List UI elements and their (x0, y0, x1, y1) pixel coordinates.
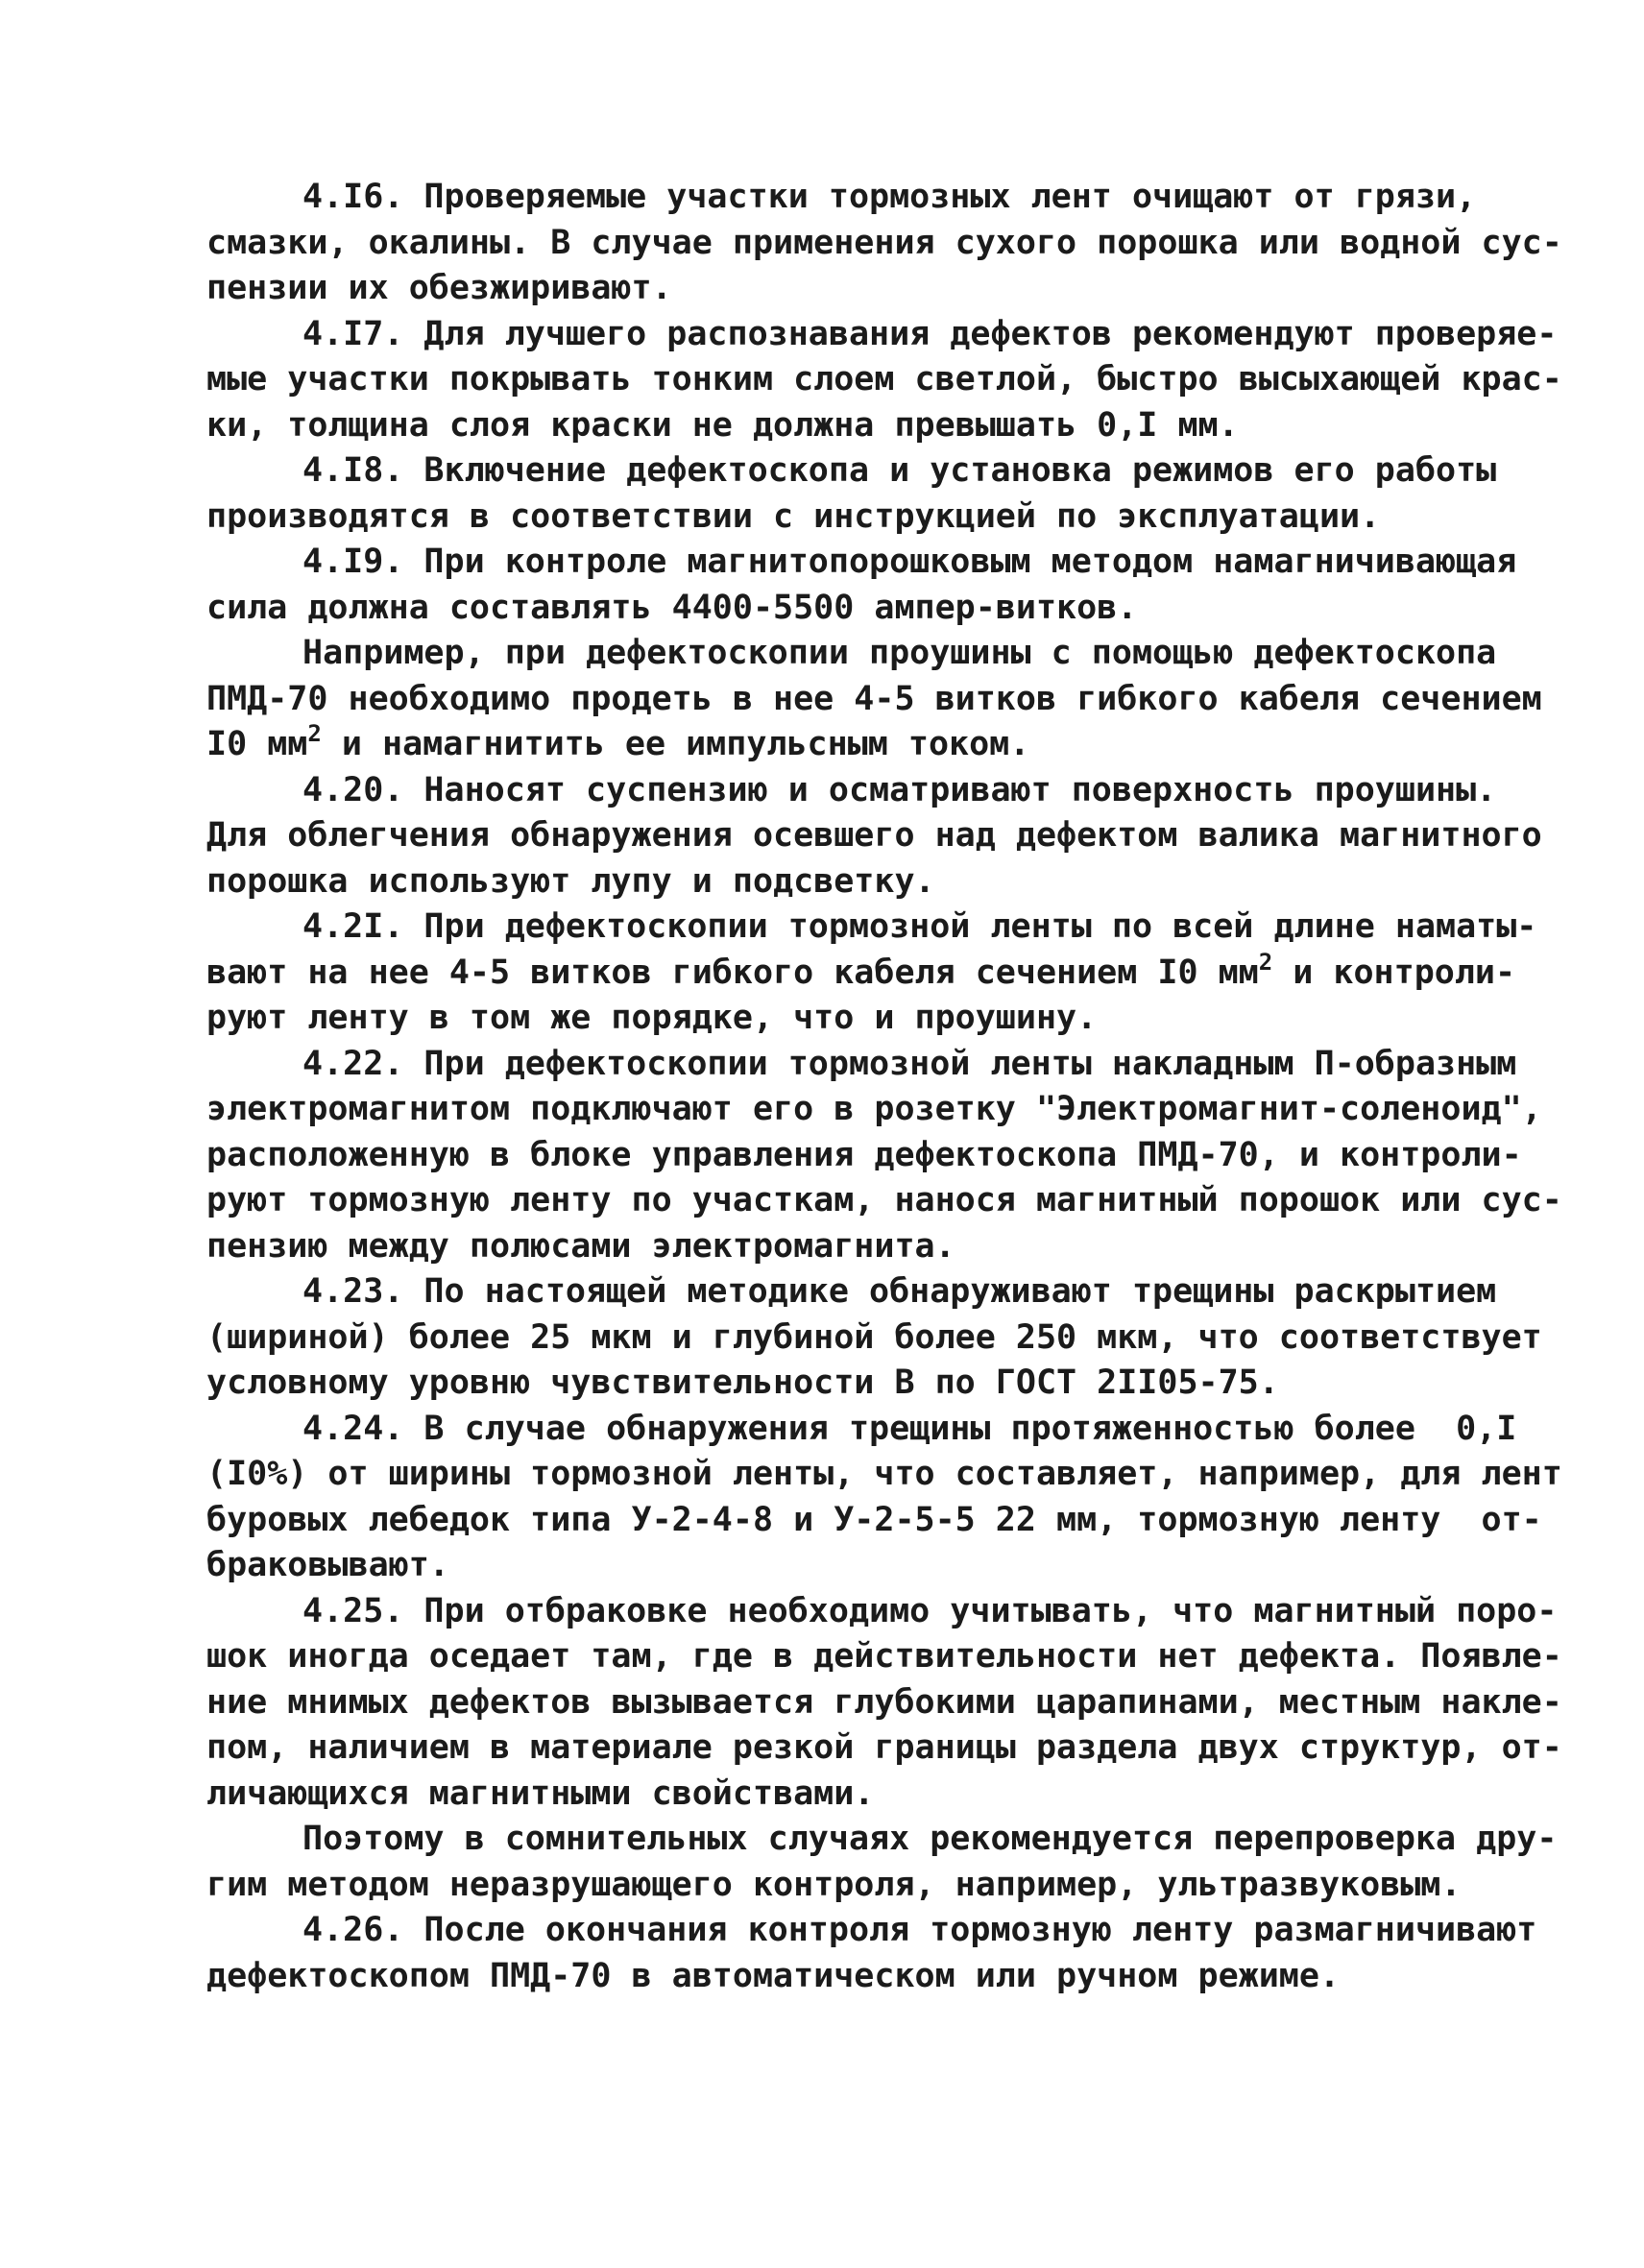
text-line (206, 996, 1455, 1042)
text-line (206, 1498, 1542, 1544)
text-line-content: 4.I6. Проверяемые участки тормозных лент очищают от грязи, (302, 178, 1477, 216)
text-line (206, 1908, 1537, 1954)
text-line-content: электромагнитом подключают его в розетку "Электромагнит-соленоид", (206, 1090, 1542, 1128)
text-line-content: вают на нее 4-5 витков гибкого кабеля сечением I0 мм (206, 953, 1259, 992)
text-line-content: браковывают. (206, 1546, 449, 1584)
text-line-content: 4.2I. При дефектоскопии тормозной ленты по всей длине наматы- (302, 907, 1537, 946)
text-line (206, 1042, 1517, 1088)
text-line-content: 4.24. В случае обнаружения трещины протяженностью более 0,I (302, 1409, 1517, 1448)
text-line-content: пом, наличием в материале резкой границы раздела двух структур, от- (206, 1728, 1562, 1767)
text-line-content: дефектоскопом ПМД-70 в автоматическом или ручном режиме. (206, 1956, 1341, 1995)
superscript-exponent: 2 (1258, 948, 1273, 976)
text-line-content: пензию между полюсами электромагнита. (206, 1226, 955, 1266)
text-line-content: 4.I9. При контроле магнитопорошковым методом намагничивающая (302, 543, 1517, 581)
text-line (206, 722, 1455, 768)
text-line (206, 266, 1455, 312)
text-line (206, 175, 1477, 221)
text-line-content: условному уровню чувствительности В по ГОСТ 2II05-75. (206, 1363, 1279, 1402)
text-line-continuation: и намагнитить ее импульсным током. (321, 725, 1030, 763)
text-line (206, 1725, 1562, 1772)
text-line-content: ние мнимых дефектов вызывается глубокими царапинами, местным накле- (206, 1682, 1562, 1722)
text-line-content: 4.26. После окончания контроля тормозную ленту размагничивают (302, 1911, 1537, 1949)
text-line-content: 4.I7. Для лучшего распознавания дефектов рекомендуют проверяе- (302, 314, 1558, 353)
text-line (206, 1863, 1462, 1909)
text-line-content: ПМД-70 необходимо продеть в нее 4-5 витков гибкого кабеля сечением (206, 679, 1542, 718)
text-line (206, 948, 1516, 997)
text-line-content: (I0%) от ширины тормозной ленты, что составляет, например, для лент (206, 1455, 1562, 1493)
text-line-content: смазки, окалины. В случае применения сухого порошка или водной сус- (206, 223, 1562, 262)
text-line (206, 859, 1455, 905)
text-line-continuation: и контроли- (1272, 953, 1516, 992)
text-line-content: Поэтому в сомнительных случаях рекомендуется перепроверка дру- (302, 1820, 1558, 1858)
text-line (206, 1087, 1542, 1133)
text-line (206, 768, 1497, 814)
text-line-content: производятся в соответствии с инструкцией по эксплуатации. (206, 496, 1381, 536)
document-body-text (206, 175, 1562, 1999)
text-line (206, 1634, 1562, 1680)
text-line (206, 1224, 1455, 1270)
text-line-content: (шириной) более 25 мкм и глубиной более 250 мкм, что соответствует (206, 1317, 1542, 1357)
text-line (206, 221, 1562, 267)
text-line (206, 312, 1558, 358)
text-line (206, 586, 1455, 632)
text-line (206, 1543, 1455, 1589)
text-line (206, 1361, 1455, 1407)
text-line-content: ки, толщина слоя краски не должна превышать 0,I мм. (206, 405, 1239, 445)
text-line-content: порошка используют лупу и подсветку. (206, 861, 935, 901)
text-line-content: расположенную в блоке управления дефектоскопа ПМД-70, и контроли- (206, 1135, 1522, 1174)
text-line (206, 1133, 1522, 1179)
text-line (206, 1452, 1562, 1498)
text-line (206, 1772, 1455, 1818)
text-line-content: буровых лебедок типа У-2-4-8 и У-2-5-5 22 мм, тормозную ленту от- (206, 1500, 1542, 1539)
text-line-content: пензии их обезжиривают. (206, 269, 672, 307)
superscript-exponent: 2 (307, 720, 322, 747)
text-line-content: личающихся магнитными свойствами. (206, 1773, 875, 1813)
text-line-content: мые участки покрывать тонким слоем светлой, быстро высыхающей крас- (206, 360, 1562, 398)
text-line (206, 1269, 1497, 1315)
text-line (206, 540, 1517, 586)
text-line (206, 631, 1497, 677)
text-line (206, 448, 1497, 495)
text-line-content: 4.22. При дефектоскопии тормозной ленты накладным П-образным (302, 1044, 1517, 1083)
text-line (206, 677, 1542, 723)
text-line-content: гим методом неразрушающего контроля, например, ультразвуковым. (206, 1865, 1462, 1904)
text-line (206, 813, 1542, 859)
text-line (206, 1680, 1562, 1726)
text-line (206, 1817, 1558, 1863)
text-line-content: шок иногда оседает там, где в действительности нет дефекта. Появле- (206, 1637, 1562, 1676)
text-line (206, 1589, 1558, 1635)
text-line (206, 495, 1455, 541)
text-line (206, 1407, 1517, 1453)
text-line (206, 403, 1455, 449)
text-line-content: 4.20. Наносят суспензию и осматривают поверхность проушины. (302, 770, 1497, 809)
text-line-content: I0 мм (206, 725, 308, 763)
text-line (206, 1315, 1542, 1362)
text-line (206, 357, 1562, 403)
text-line (206, 1178, 1562, 1224)
text-line-content: Например, при дефектоскопии проушины с помощью дефектоскопа (302, 634, 1497, 672)
text-line-content: сила должна составлять 4400-5500 ампер-витков. (206, 588, 1138, 627)
text-line-content: 4.23. По настоящей методике обнаруживают трещины раскрытием (302, 1272, 1497, 1311)
text-line-content: 4.25. При отбраковке необходимо учитывать, что магнитный поро- (302, 1591, 1558, 1630)
text-line (206, 905, 1537, 951)
text-line-content: 4.I8. Включение дефектоскопа и установка режимов его работы (302, 451, 1497, 490)
text-line-content: руют ленту в том же порядке, что и проушину. (206, 999, 1098, 1037)
text-line-content: Для облегчения обнаружения осевшего над дефектом валика магнитного (206, 816, 1542, 855)
text-line-content: руют тормозную ленту по участкам, нанося магнитный порошок или сус- (206, 1181, 1562, 1219)
text-line (206, 1954, 1455, 2000)
